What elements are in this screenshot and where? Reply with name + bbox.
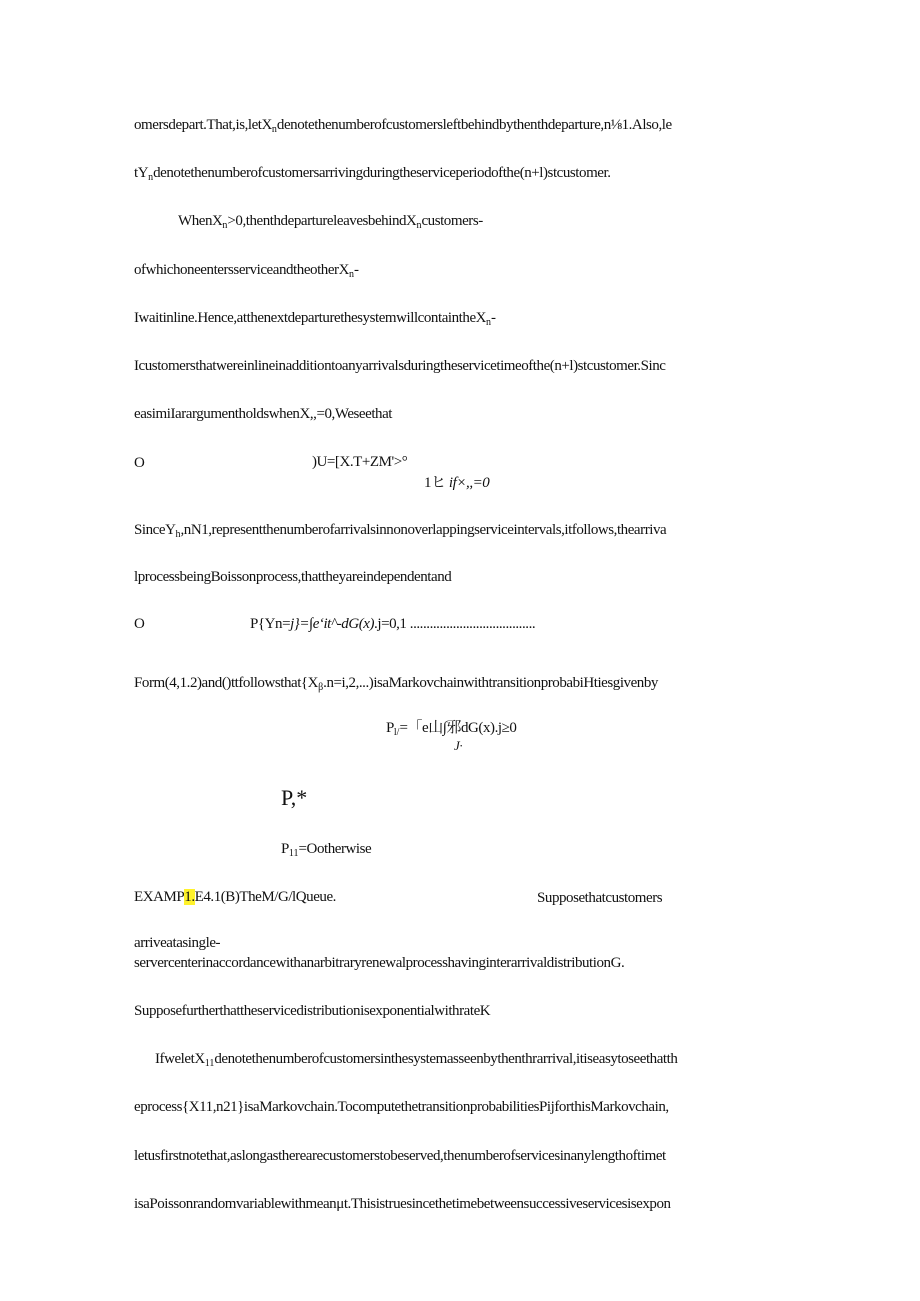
text-line-18: isaPoissonrandomvariablewithmeanμt.Thisistruesincethetimebetweensuccessiveservicesisexpon: [134, 1196, 671, 1212]
equation-5: $P_{11}=Ootherwise$: [281, 841, 372, 859]
text-line-12: arriveatasingle-: [134, 935, 221, 951]
equation-2-label: O: [134, 616, 145, 632]
text-line-5: Iwaitinline.Hence,atthenextdeparturethesystemwillcontaintheX$_n$-: [134, 310, 496, 328]
text-line-13: servercenterinaccordancewithanarbitraryrenewalprocesshavinginterarrivaldistributionG.: [134, 955, 625, 971]
equation-3: $P_{l/}=$「e山∫邪dG(x).j≥0: [386, 720, 517, 738]
equation-1-top: )U=[X.T+ZM'>°: [312, 454, 408, 470]
text-line-2: $tY_ndenotethenumberofcustomersarrivingduringtheserviceperiodofthe(n+l)stcustomer$.: [134, 165, 611, 183]
equation-1-label: O: [134, 455, 145, 471]
text-line-7: easimiIarargumentholdswhenX,,=0,Weseethat: [134, 406, 393, 422]
text-line-15: IfweletX$_{11}$denotethenumberofcustomersinthesystemasseenbythenthrarrival,itiseasytoseethatth: [155, 1051, 678, 1069]
text-line-10: $Form(4,1.2)and()ttfollowsthat\{X_\beta.n=i,2,...)isaMarkovchainwithtransitionprobabiHtiesgivenby$: [134, 675, 658, 693]
text-line-14: SupposefurtherthattheservicedistributionisexponentialwithrateK: [134, 1003, 491, 1019]
equation-2: P{Yn=j}=∫e‘it^-dG(x).j=0,1 ......................................: [250, 616, 536, 632]
text-line-6: Icustomersthatwereinlineinadditiontoanyarrivalsduringtheservicetimeofthe(n+l)stcustomer.Sinc: [134, 358, 666, 374]
text-line-16: eprocess{X11,n21}isaMarkovchain.TocomputethetransitionprobabilitiesPijforthisMarkovchain,: [134, 1099, 669, 1115]
text-line-4: ofwhichoneentersserviceandtheotherX$_n$-: [134, 262, 359, 280]
example-heading: EXAMP1.E4.1(B)TheM/G/lQueue.: [134, 889, 336, 905]
text-line-8: SinceY$_h$,nN1,representthenumberofarrivalsinnonoverlappingserviceintervals,itfollows,thearriva: [134, 522, 667, 540]
highlight-mark: 1.: [184, 889, 195, 905]
example-heading-right: Supposethatcustomers: [537, 890, 663, 906]
text-line-9: lprocessbeingBoissonprocess,thattheyareindependentand: [134, 569, 452, 585]
equation-1-bottom: 1ヒ if×,,=0: [424, 475, 490, 491]
equation-3-lower-limit: J·: [454, 738, 463, 753]
equation-4: P,*: [281, 785, 308, 810]
text-line-3: WhenX$_n$>0,thenthdepartureleavesbehindX$_n$customers-: [178, 213, 483, 231]
text-line-1: omersdepart.That,is,letX$_n$denotethenumberofcustomersleftbehindbythenthdeparture,n⅛1.Also,le: [134, 117, 672, 135]
text-line-17: letusfirstnotethat,aslongastherearecustomerstobeserved,thenumberofservicesinanylengthoftimet: [134, 1148, 666, 1164]
